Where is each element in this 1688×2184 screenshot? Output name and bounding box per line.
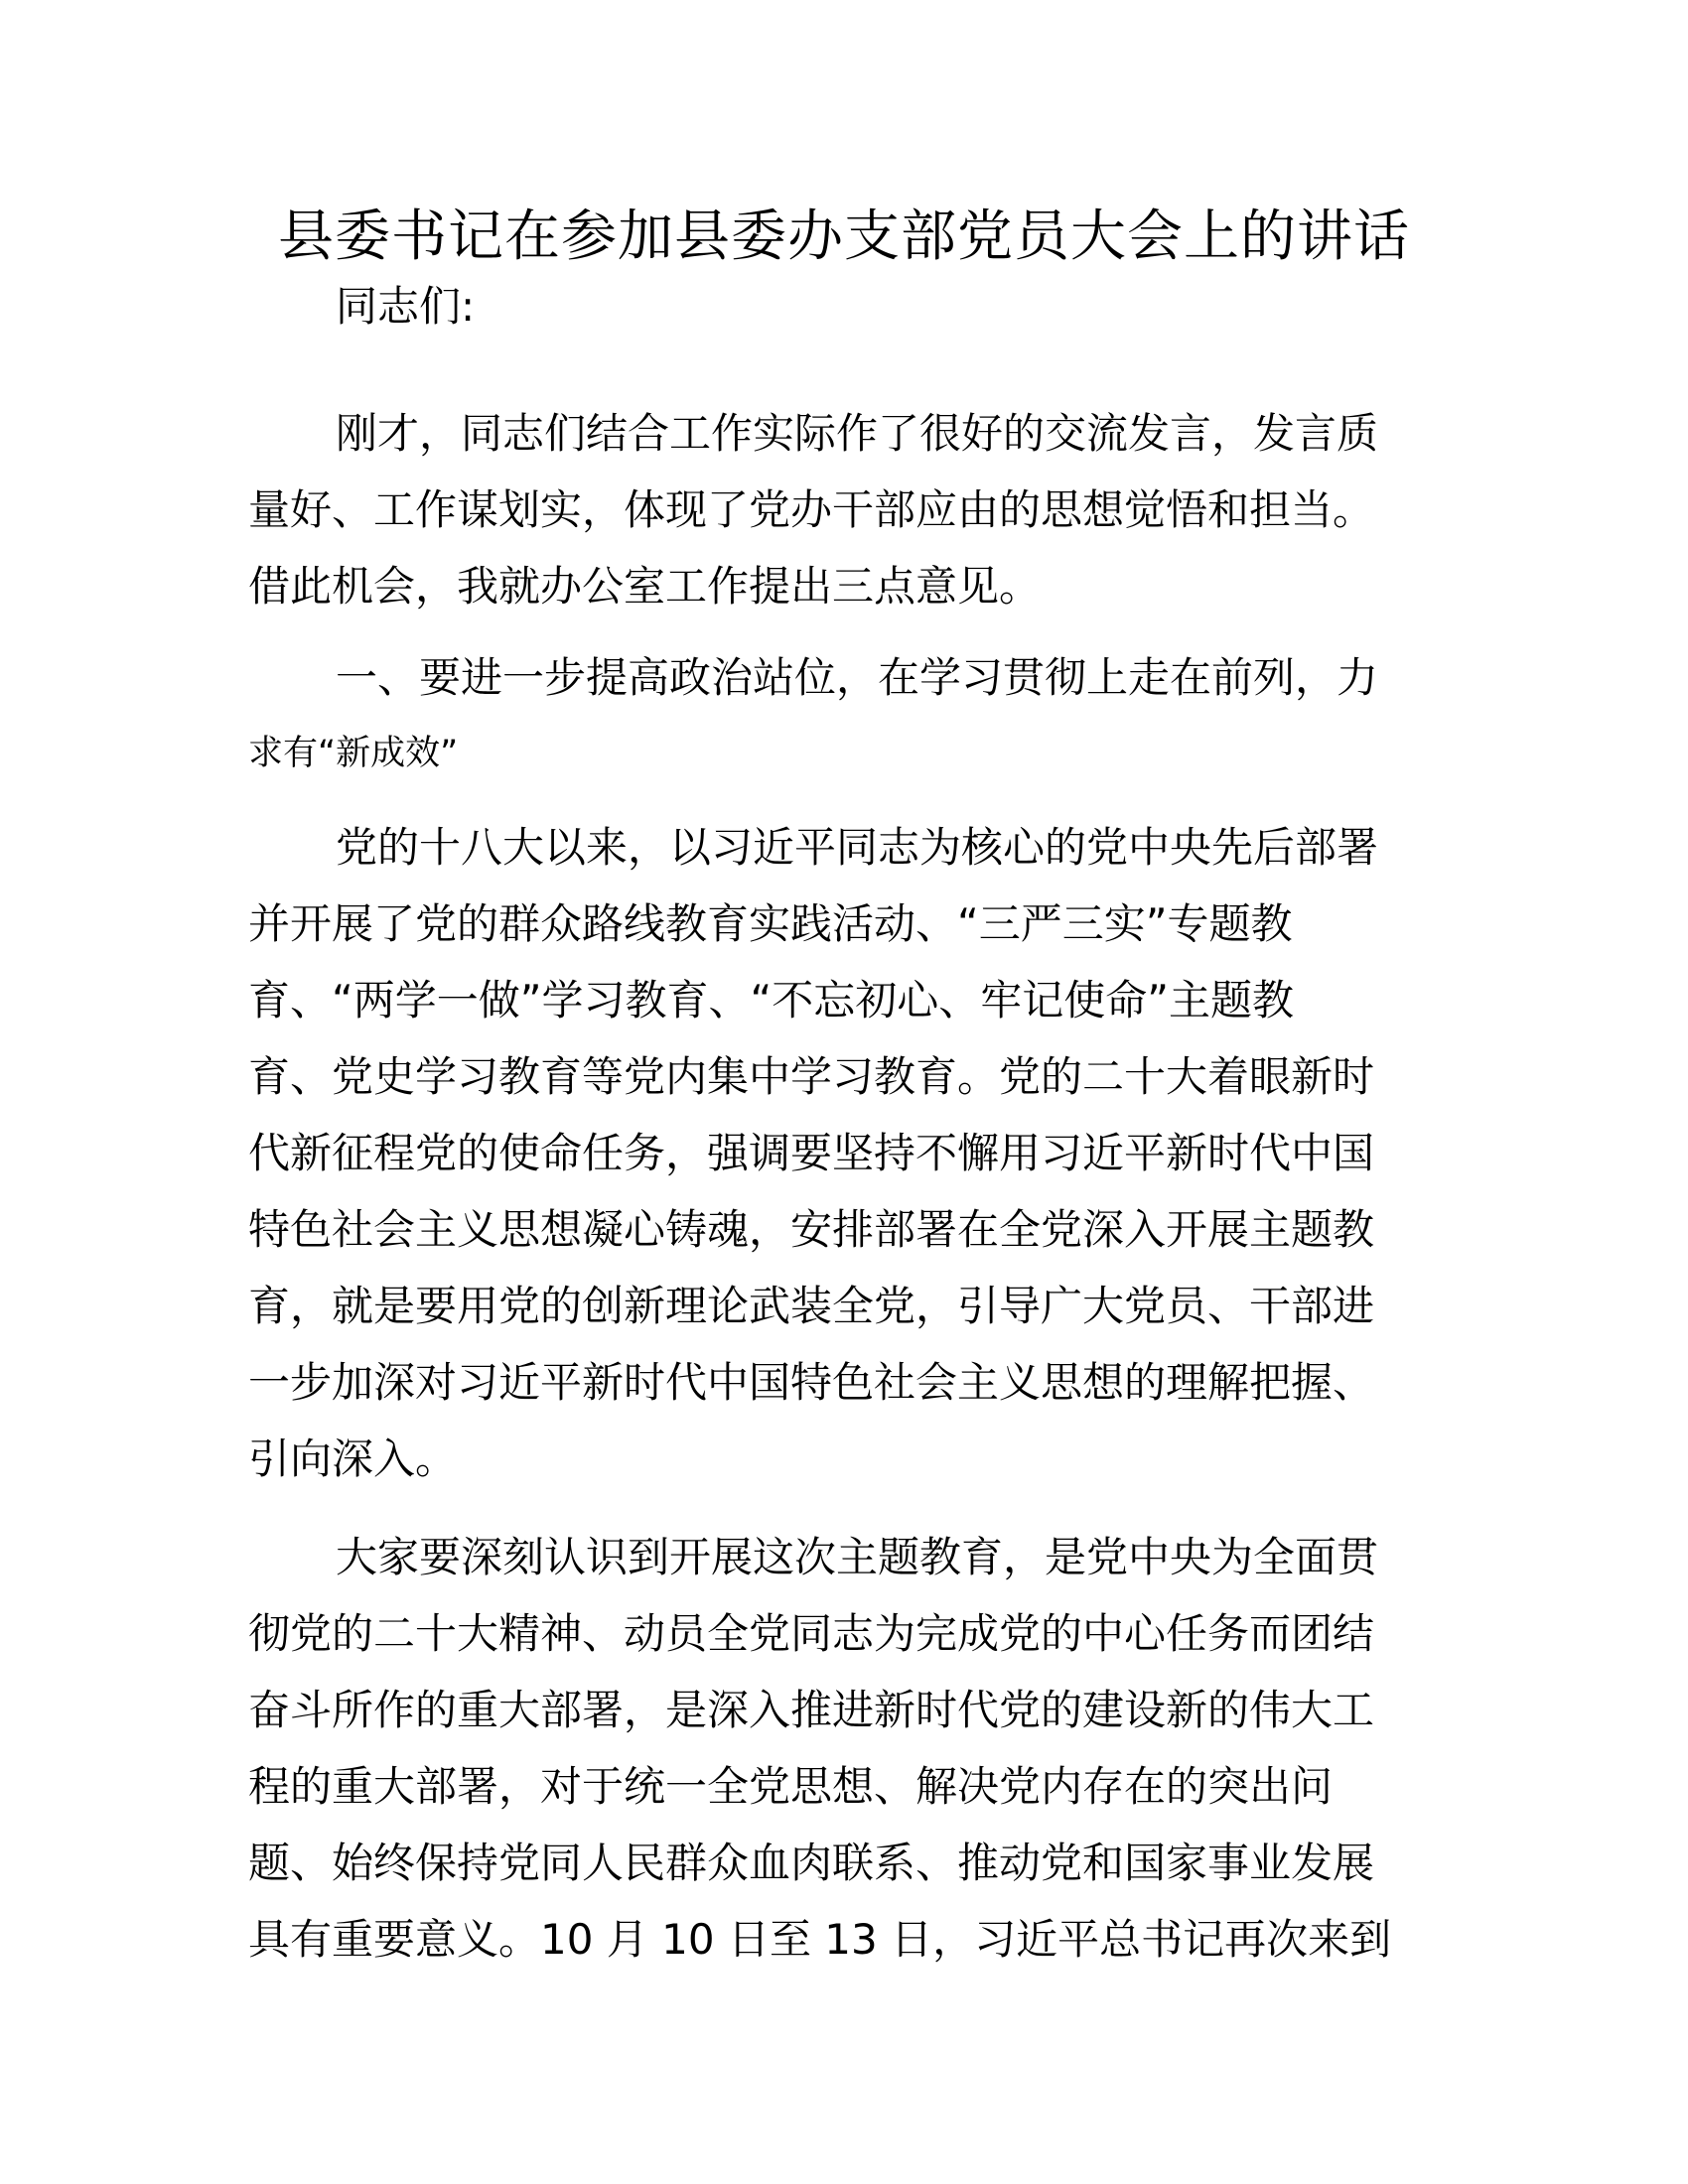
paragraph-line: 特色社会主义思想凝心铸魂，安排部署在全党深入开展主题教	[248, 1205, 1375, 1254]
paragraph-line: 育，就是要用党的创新理论武装全党，引导广大党员、干部进	[248, 1282, 1375, 1330]
paragraph-significance	[248, 1519, 1440, 1978]
paragraph-line: 量好、工作谋划实，体现了党办干部应由的思想觉悟和担当。	[248, 485, 1375, 534]
paragraph-line: 引向深入。	[248, 1434, 458, 1483]
page-title: 县委书记在参加县委办支部党员大会上的讲话	[278, 205, 1410, 269]
paragraph-line: 借此机会，我就办公室工作提出三点意见。	[248, 562, 1042, 611]
heading-line: 求有“新成效”	[248, 734, 459, 773]
heading-line: 一、要进一步提高政治站位，在学习贯彻上走在前列，力	[336, 653, 1379, 702]
paragraph-line: 育、“两学一做”学习教育、“不忘初心、牢记使命”主题教	[248, 976, 1295, 1024]
paragraph-line: 题、始终保持党同人民群众血肉联系、推动党和国家事业发展	[248, 1839, 1375, 1887]
paragraph-line: 彻党的二十大精神、动员全党同志为完成党的中心任务而团结	[248, 1609, 1375, 1658]
paragraph-opening	[248, 395, 1440, 624]
paragraph-line: 大家要深刻认识到开展这次主题教育，是党中央为全面贯	[336, 1533, 1379, 1581]
paragraph-line: 程的重大部署，对于统一全党思想、解决党内存在的突出问	[248, 1762, 1334, 1811]
paragraph-line: 并开展了党的群众路线教育实践活动、“三严三实”专题教	[248, 899, 1293, 948]
paragraph-line: 党的十八大以来，以习近平同志为核心的党中央先后部署	[336, 823, 1379, 872]
salutation: 同志们:	[336, 282, 476, 331]
paragraph-line: 刚才，同志们结合工作实际作了很好的交流发言，发言质	[336, 409, 1379, 458]
paragraph-line: 奋斗所作的重大部署，是深入推进新时代党的建设新的伟大工	[248, 1686, 1375, 1734]
paragraph-line: 育、党史学习教育等党内集中学习教育。党的二十大着眼新时	[248, 1052, 1375, 1101]
section-heading-one	[248, 639, 1440, 792]
paragraph-background	[248, 809, 1440, 1497]
paragraph-line: 一步加深对习近平新时代中国特色社会主义思想的理解把握、	[248, 1358, 1375, 1407]
paragraph-line: 代新征程党的使命任务，强调要坚持不懈用习近平新时代中国	[248, 1129, 1375, 1177]
paragraph-line: 具有重要意义。10 月 10 日至 13 日，习近平总书记再次来到	[248, 1915, 1392, 1964]
